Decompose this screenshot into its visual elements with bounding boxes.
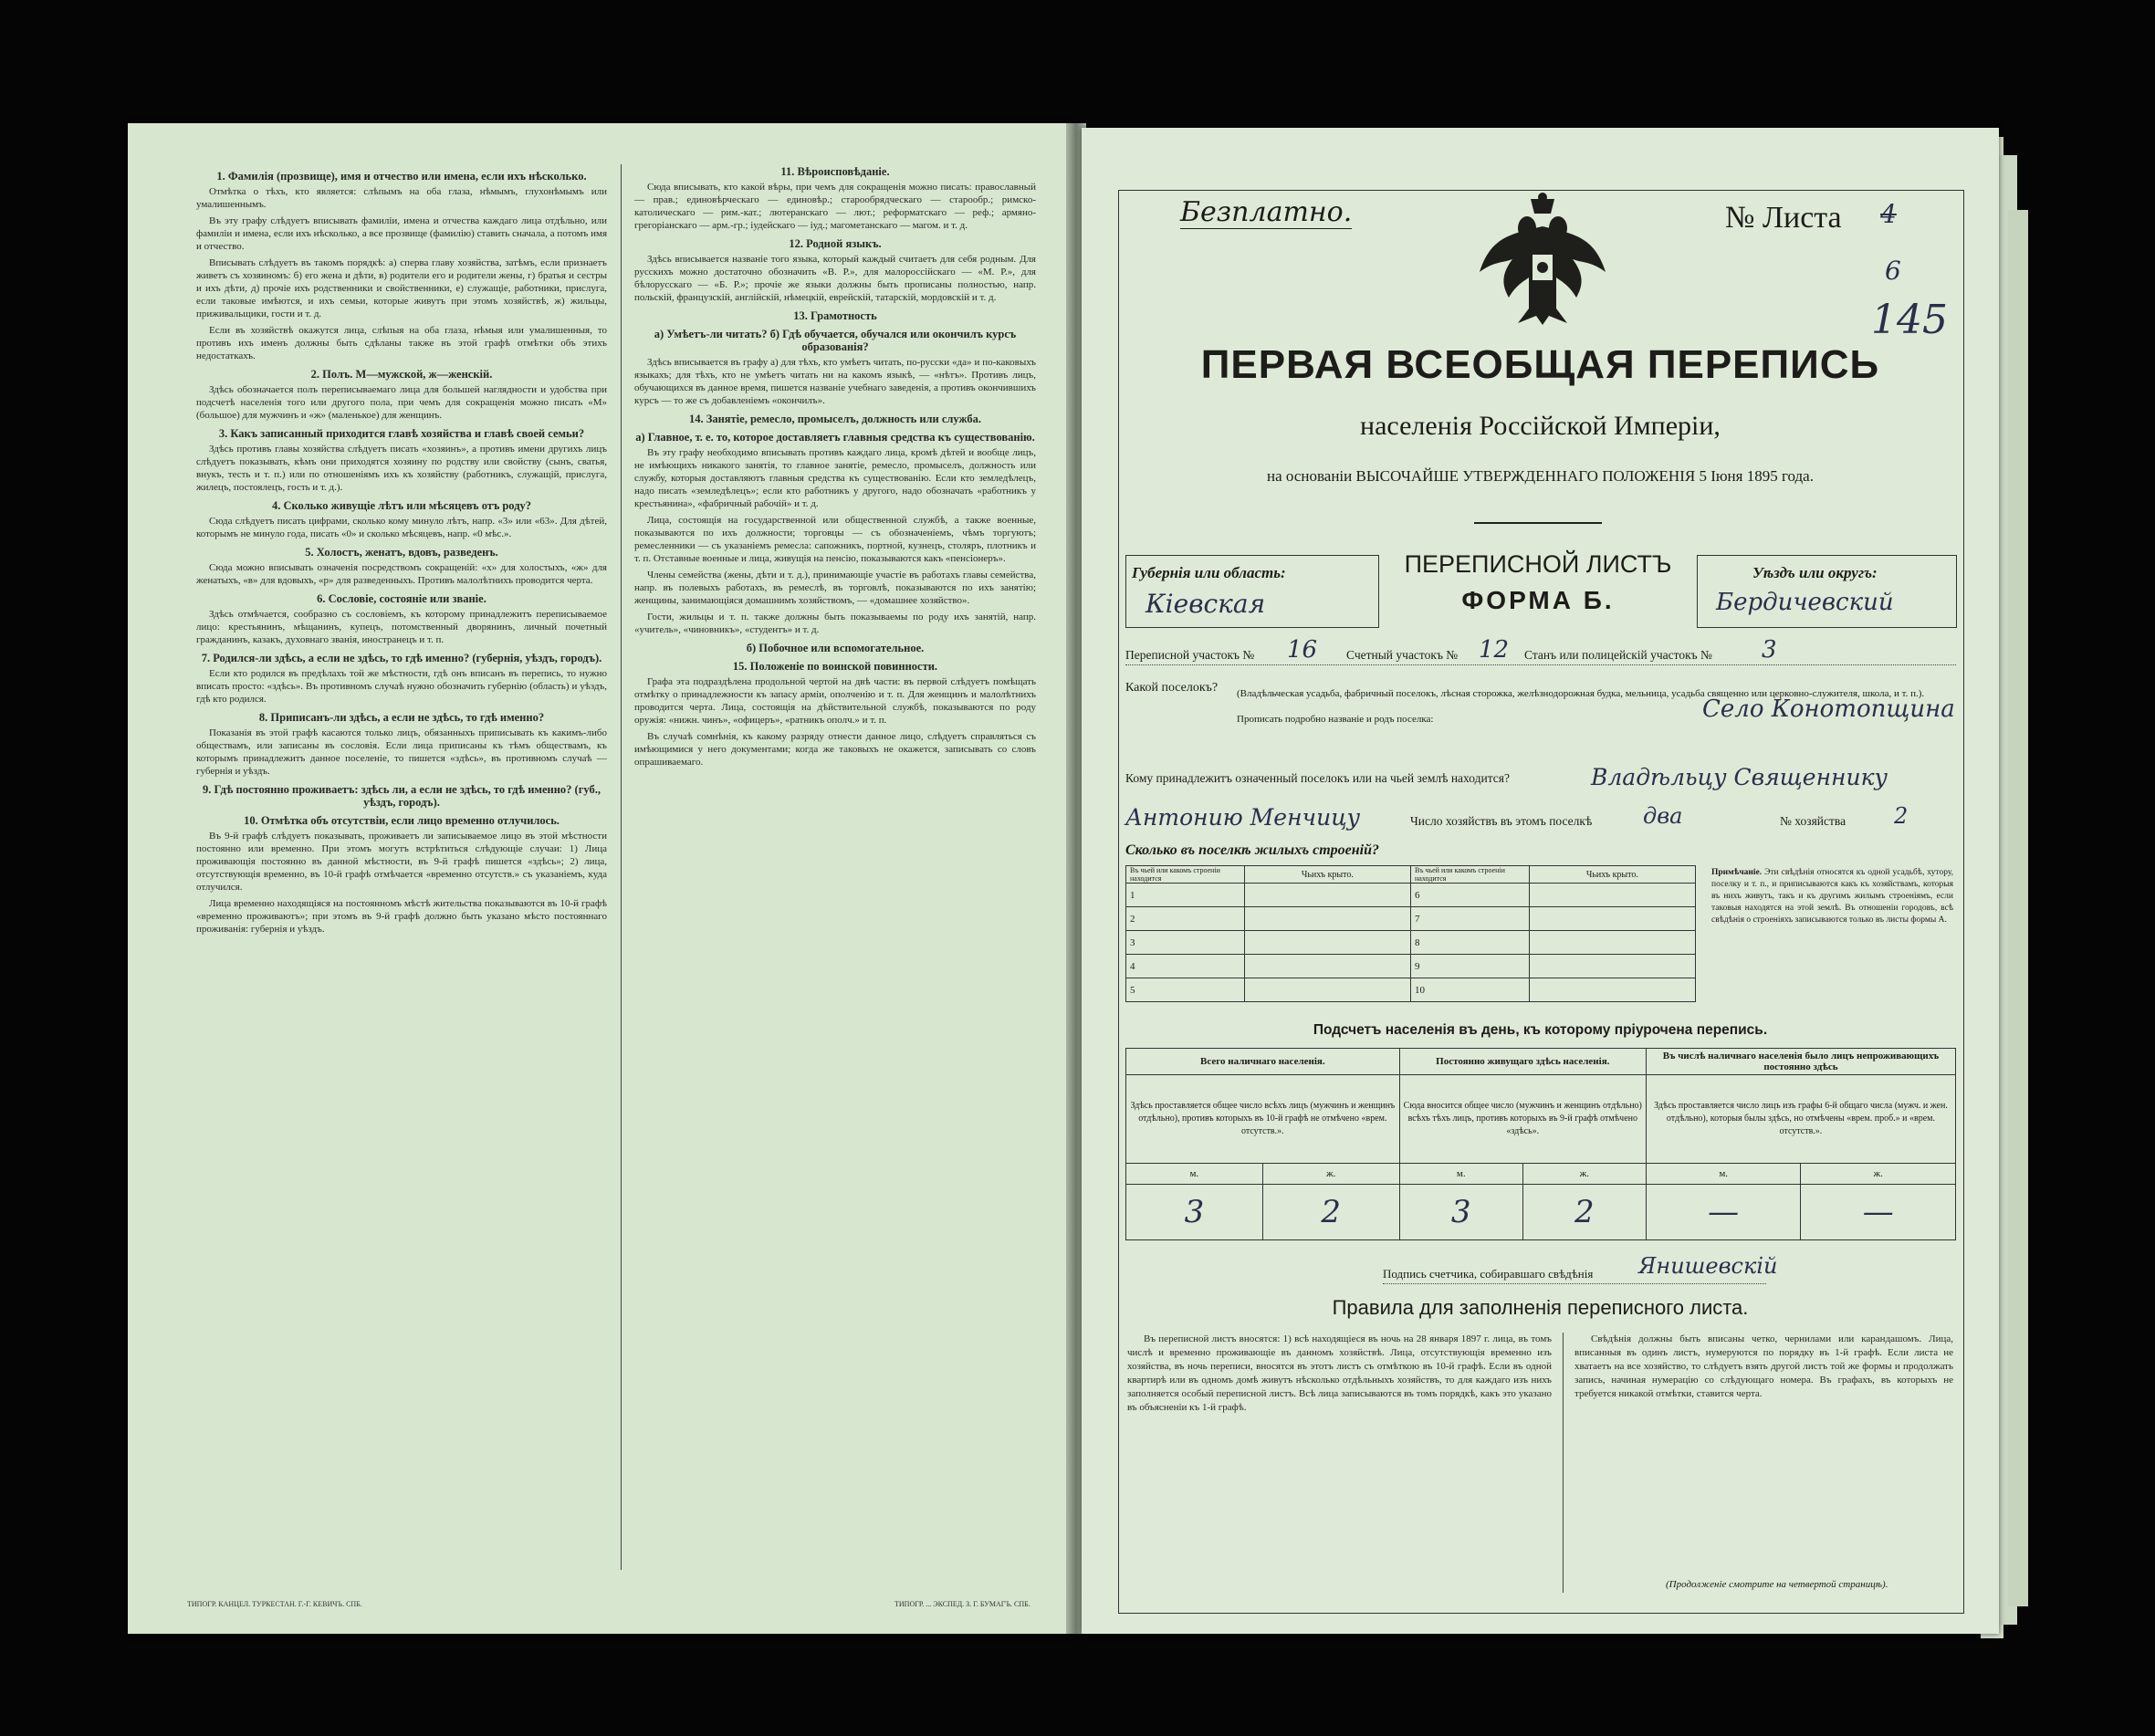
sex-label: ж. (1522, 1164, 1646, 1185)
instruction-paragraph: Отмѣтка о тѣхъ, кто является: слѣпымъ на оба глаза, нѣмымъ, глухонѣмымъ или умалишеннымъ. (196, 186, 607, 210)
building-number: 2 (1126, 907, 1245, 931)
signature-label: Подпись счетчика, собиравшаго свѣдѣнія (1383, 1267, 1594, 1281)
buildings-table (1125, 865, 1696, 1002)
instruction-heading: 7. Родился-ли здѣсь, а если не здѣсь, то гдѣ именно? (губернія, уѣздъ, городъ). (201, 652, 602, 664)
instruction-heading: 8. Приписанъ-ли здѣсь, а если не здѣсь, то гдѣ именно? (258, 711, 545, 724)
stacked-page-edge (2008, 210, 2028, 1606)
count-title: Подсчетъ населенія въ день, къ которому пріурочена перепись. (1313, 1022, 1768, 1038)
signature-line (1383, 1283, 1766, 1284)
instruction-heading: 10. Отмѣтка объ отсутствіи, если лицо временно отлучилось. (244, 814, 560, 827)
count-column-head: Всего наличнаго населенія. (1126, 1049, 1400, 1075)
schetny-label: Счетный участокъ № (1346, 648, 1459, 662)
instruction-heading: 12. Родной языкъ. (789, 237, 882, 250)
building-number: 9 (1410, 955, 1529, 978)
signature-value: Янишевскій (1638, 1253, 1778, 1279)
building-cell (1244, 907, 1410, 931)
printer-footer-right: ТИПОГР. ... ЭКСПЕД. З. Г. БУМАГЪ. СПБ. (894, 1600, 1030, 1608)
instruction-heading: 11. Вѣроисповѣданіе. (780, 165, 890, 178)
instruction-heading: 15. Положеніе по воинской повинности. (732, 660, 938, 673)
settlement-value: Село Конотопщина (1702, 695, 1955, 723)
instruction-paragraph: Члены семейства (жены, дѣти и т. д.), принимающіе участіе въ работахъ главы семейства, напр. въ полевыхъ работахъ, въ ремеслѣ, въ торговлѣ, показываются по ихъ занятію; женщины, занимающіяся домашнимъ хозяйствомъ, — «домашнее хозяйство». (634, 570, 1036, 606)
building-number: 3 (1126, 931, 1245, 955)
instruction-paragraph: Въ случаѣ сомнѣнія, къ какому разряду отнести данное лицо, слѣдуетъ справляться съ имѣющимися у него документами; когда же таковыхъ не окажется, записывать со словъ опрашиваемаго. (634, 731, 1036, 768)
left-page-instructions (128, 123, 1072, 1634)
instruction-heading: 13. Грамотность (793, 309, 877, 322)
uezd-value: Бердичевский (1716, 589, 1894, 616)
count-column-text: Здѣсь проставляется общее число всѣхъ лицъ (мужчинъ и женщинъ отдѣльно), противъ которыхъ въ 10-й графѣ не отмѣчено «врем. отсутств.». (1126, 1075, 1400, 1164)
instruction-heading: 6. Сословіе, состояніе или званіе. (317, 592, 486, 605)
continued-note: (Продолженіе смотрите на четвертой страницѣ). (1666, 1579, 1888, 1590)
building-cell (1529, 931, 1695, 955)
instruction-paragraph: Вписывать слѣдуетъ въ такомъ порядкѣ: а) сперва главу хозяйства, затѣмъ, если признаетъ живетъ съ хозяиномъ: б) его жена и дѣти, в) родители его и родители жены, г) братья и сестры и ихъ дѣти, д) прочіе ихъ родственники и свойственники, е) служащіе, работники, прислуга, если таковые имѣются, и ихъ семьи, которые живутъ при этомъ хозяйствѣ, ж) жильцы, приживальщики, гости и т. д. (196, 257, 607, 319)
buildings-row (1126, 931, 1696, 955)
note-title: Примѣчаніе. (1711, 868, 1763, 877)
right-page-census-form (1082, 128, 1999, 1634)
column-divider (621, 164, 622, 1570)
sheet-number-label: № Листа (1725, 201, 1842, 235)
buildings-row (1126, 907, 1696, 931)
sex-label: м. (1399, 1164, 1522, 1185)
gubernia-label: Губернія или область: (1132, 564, 1286, 581)
count-value: 3 (1126, 1185, 1263, 1240)
instruction-paragraph: Здѣсь обозначается полъ переписываемаго лица для большей наглядности и удобства при подсчетѣ населенія того или другого пола, при чемъ для сокращенія можно писать «М» (большое) для мужчинъ и «ж» (маленькое) для женщинъ. (196, 384, 607, 421)
count-column-text: Здѣсь проставляется число лицъ изъ графы 6-й общаго числа (мужч. и жен. отдѣльно), которыя былы здѣсь, но отмѣчены «врем. проб.» и «врем. отсутств.». (1646, 1075, 1955, 1164)
imperial-eagle-emblem (1474, 190, 1611, 327)
building-cell (1244, 978, 1410, 1002)
stan-label: Станъ или полицейскій участокъ № (1524, 648, 1712, 662)
instruction-heading: а) Главное, т. е. то, которое доставляетъ главныя средства къ существованію. (635, 431, 1035, 444)
instruction-paragraph: Если въ хозяйствѣ окажутся лица, слѣпыя на оба глаза, нѣмыя или умалишенныя, то противъ ихъ именъ должны быть сдѣланы также въ этой графѣ отмѣтки объ этихъ недостаткахъ. (196, 325, 607, 361)
settlement-hint: (Владѣльческая усадьба, фабричный поселокъ, лѣсная сторожка, желѣзнодорожная будка, мельница, усадьба священно или церковно-служителя, школа, и т. п.). Прописать подробно названіе и родъ поселка: (1237, 688, 1925, 725)
building-cell (1244, 884, 1410, 907)
buildings-row (1126, 884, 1696, 907)
sex-label: ж. (1262, 1164, 1399, 1185)
owner-label: Кому принадлежитъ означенный поселокъ или на чьей землѣ находится? (1125, 771, 1510, 785)
sex-label: м. (1646, 1164, 1801, 1185)
uezd-label: Уѣздъ или округъ: (1752, 564, 1878, 581)
instruction-paragraph: Здѣсь вписывается въ графу а) для тѣхъ, кто умѣетъ читать, по-русски «да» и по-каковыхъ языкахъ; для тѣхъ, кто не умѣетъ читать ни на какомъ языкѣ, — «нѣтъ». Противъ лицъ, обучающихся въ данное время, пишется названіе учебнаго заведенія, а противъ окончившихъ курсъ — то же съ добавленіемъ «окончилъ». (634, 357, 1036, 406)
form-title: ПЕРЕПИСНОЙ ЛИСТЪ (1404, 550, 1672, 578)
buildings-row (1126, 955, 1696, 978)
instruction-heading: 3. Какъ записанный приходится главѣ хозяйства и главѣ своей семьи? (218, 427, 585, 440)
count-value: 2 (1522, 1185, 1646, 1240)
instruction-paragraph: Гости, жильцы и т. п. также должны быть показываемы по роду ихъ занятій, напр. «учитель», «чиновникъ», «студентъ» и т. д. (634, 612, 1036, 635)
sheet-number-value-2: 6 (1885, 256, 1901, 286)
instruction-paragraph: Если кто родился въ предѣлахъ той же мѣстности, гдѣ онъ вписанъ въ перепись, то нужно вписать просто: «здѣсь». Въ противномъ случаѣ нужно обозначить губернію (область) и уѣздъ, гдѣ кто родился. (196, 668, 607, 705)
instruction-paragraph: Въ эту графу слѣдуетъ вписывать фамиліи, имена и отчества каждаго лица отдѣльно, или фамиліи и имена, если ихъ нѣсколько, а все прозвище (фамилію) ставить сначала, а потомъ имя и отчество. (196, 215, 607, 252)
rules-title: Правила для заполненія переписного листа. (1332, 1296, 1749, 1319)
building-cell (1529, 907, 1695, 931)
count-value: — (1646, 1185, 1801, 1240)
stan-value: 3 (1762, 636, 1777, 664)
building-number: 8 (1410, 931, 1529, 955)
owner-value: Владѣльцу Священнику Антонию Менчицу (1125, 764, 1888, 831)
instruction-heading: 2. Полъ. М—мужской, ж—женскій. (310, 368, 493, 381)
instruction-heading: 9. Гдѣ постоянно проживаетъ: здѣсь ли, а если не здѣсь, то гдѣ именно? (губ., уѣздъ, городъ). (203, 783, 601, 809)
instructions-column-2 (634, 160, 1036, 1579)
census-title: ПЕРВАЯ ВСЕОБЩАЯ ПЕРЕПИСЬ (1200, 342, 1880, 387)
perepisnoy-value: 16 (1287, 636, 1318, 664)
instruction-paragraph: Здѣсь противъ главы хозяйства слѣдуетъ писать «хозяинъ», а противъ имени другихъ лицъ слѣдуетъ показывать, кѣмъ они приходятся хозяину по родству или свойству (сынъ, сватья, внукъ, тесть и т. п.) или по отношеніямъ ихъ къ хозяйству (работникъ, служащій, прислуга, жилецъ, постоялецъ, гость и т. д.). (196, 444, 607, 493)
sex-label: ж. (1801, 1164, 1956, 1185)
instruction-paragraph: Здѣсь вписывается названіе того языка, который каждый считаетъ для себя родным. Для русскихъ можно достаточно обозначить «В. Р.», для малороссійскаго — «М. Р.», для бѣлорусскаго — «Б. Р.»; прочіе же языки должны быть прописаны полностью, напр. польскій, французскій, англійскій, нѣмецкій, еврейскій, татарскій, мордовскій и т. д. (634, 254, 1036, 303)
instruction-paragraph: Лица временно находящіяся на постоянномъ мѣстѣ жительства показываются въ 10-й графѣ «временно проживаютъ»; при этомъ въ 9-й графѣ должно быть указано мѣсто постояннаго проживанія: губернія и уѣздъ. (196, 898, 607, 935)
instruction-heading: б) Побочное или вспомогательное. (746, 642, 925, 654)
instruction-paragraph: Сюда можно вписывать означенія посредствомъ сокращеній: «х» для холостыхъ, «ж» для женатыхъ, «в» для вдовыхъ, «р» для разведенныхъ. Противъ малолѣтнихъ проводится черта. (196, 562, 607, 586)
building-cell (1529, 884, 1695, 907)
buildings-label: Сколько въ поселкѣ жилыхъ строеній? (1125, 842, 1379, 858)
note-text: Эти свѣдѣнія относятся къ одной усадьбѣ, хутору, поселку и т. п., и приписываются какъ къ хозяйствамъ, которыя въ нихъ живутъ, такъ и къ другимъ жилымъ строеніямъ, если таковыя находятся на этой землѣ. Въ отношеніи городовъ, всѣ свѣдѣнія о строеніяхъ записываются только въ листы формы А. (1711, 868, 1954, 925)
instruction-heading: 1. Фамилія (прозвище), имя и отчество или имена, если ихъ нѣсколько. (216, 170, 587, 183)
buildings-head-1: Въ чьей или какомъ строеніи находится (1126, 866, 1245, 884)
buildings-note (1711, 867, 1953, 926)
buildings-head-2: Чьихъ крыто. (1244, 866, 1410, 884)
instruction-heading: 4. Сколько живущіе лѣтъ или мѣсяцевъ отъ роду? (271, 499, 532, 512)
census-subtitle: населенія Россійской Имперіи, (1360, 411, 1721, 441)
household-number-value: 2 (1894, 803, 1909, 829)
instruction-paragraph: Сюда вписывать, кто какой вѣры, при чемъ для сокращенія можно писать: православный — прав.; единовѣрческаго — единовѣр.; старообрядческаго — старообр.; римско-католическаго — рим.-кат.; лютеранскаго — лют.; реформатскаго — реф.; армяно-грегоріанскаго — арм.-гр.; іудейскаго — іуд.; магометанскаго — магом. и т. д. (634, 182, 1036, 231)
rules-right-column: Свѣдѣнія должны быть вписаны четко, чернилами или карандашомъ. Лица, вписанныя въ одинъ листъ, нумеруются по порядку въ 1-й графѣ. Если листа не хватаетъ на все хозяйство, то слѣдуетъ взять другой листъ той же формы и продолжать запись, начиная нумерацію со слѣдующаго номера. Въ графахъ, въ которыхъ не требуется никакой отмѣтки, ставится черта. (1574, 1333, 1953, 1399)
instruction-paragraph: Лица, состоящія на государственной или общественной службѣ, а также военные, показываются по ихъ должности; торговцы — съ обозначеніемъ, чѣмъ торгуютъ; ремесленники — съ указаніемъ ремесла: сапожникъ, портной, кузнецъ, столяръ, плотникъ и т. п. Отставные военные и лица, живущія на пенсію, показываются какъ «пенсіонеръ». (634, 515, 1036, 564)
instruction-heading: а) Умѣетъ-ли читать? б) Гдѣ обучается, обучался или окончилъ курсъ образованія? (654, 328, 1017, 353)
gubernia-value: Кіевская (1145, 589, 1266, 619)
title-rule (1474, 522, 1602, 524)
rules-divider (1563, 1333, 1564, 1593)
buildings-row (1126, 978, 1696, 1002)
instruction-paragraph: Сюда слѣдуетъ писать цифрами, сколько кому минуло лѣтъ, напр. «3» или «63». Для дѣтей, которымъ не минуло года, писать «0» и сколько мѣсяцевъ, напр. «0 мѣс.». (196, 516, 607, 539)
count-value: 3 (1399, 1185, 1522, 1240)
printer-footer-left: ТИПОГР. КАНЦЕЛ. ТУРКЕСТАН. Г.-Г. КЕВИЧЪ. СПБ. (187, 1600, 362, 1608)
population-count-table (1125, 1048, 1956, 1240)
households-value: два (1643, 803, 1683, 829)
building-cell (1529, 955, 1695, 978)
count-column-head: Постоянно живущаго здѣсь населенія. (1399, 1049, 1646, 1075)
instruction-heading: 5. Холостъ, женатъ, вдовъ, разведенъ. (305, 546, 498, 559)
count-value: — (1801, 1185, 1956, 1240)
instruction-paragraph: Здѣсь отмѣчается, сообразно съ сословіемъ, къ которому принадлежитъ переписываемое лицо: крестьянинъ, мѣщанинъ, купецъ, потомственный дворянинъ, личный почетный гражданинъ, казакъ, духовнаго званія, иностранецъ и т. п. (196, 609, 607, 645)
instruction-heading: 14. Занятіе, ремесло, промыселъ, должность или служба. (688, 413, 982, 425)
building-cell (1244, 931, 1410, 955)
instruction-paragraph: Показанія въ этой графѣ касаются только лицъ, обязанныхъ приписывать къ какимъ-либо обществамъ, или записаны въ сословія. Если лица приписаны къ тѣмъ обществамъ, къ которымъ принадлежитъ данное поселеніе, то пишется «здѣсь», въ противномъ случаѣ — губернія и уѣздъ. (196, 727, 607, 777)
instructions-column-1 (196, 164, 607, 1579)
district-row-line (1125, 664, 1956, 665)
buildings-head-4: Чьихъ крыто. (1529, 866, 1695, 884)
building-number: 7 (1410, 907, 1529, 931)
building-number: 5 (1126, 978, 1245, 1002)
sex-label: м. (1126, 1164, 1263, 1185)
sheet-number-value-1: 4 (1880, 199, 1897, 229)
building-cell (1244, 955, 1410, 978)
count-column-head: Въ числѣ наличнаго населенія было лицъ непроживающихъ постоянно здѣсь (1646, 1049, 1955, 1075)
buildings-head-3: Въ чьей или какомъ строеніи находится (1410, 866, 1529, 884)
instruction-paragraph: Въ 9-й графѣ слѣдуетъ показывать, проживаетъ ли записываемое лицо въ этой мѣстности постоянно или временно. При этомъ могутъ встрѣтиться слѣдующіе случаи: 1) Лица проживающія постоянно въ данной мѣстности, въ 9-й графѣ пишется «здѣсь»; 2) лица, отсутствующія временно, въ 10-й графѣ отмѣчается «временно отсутств.» съ указаніемъ, куда отлучился. (196, 831, 607, 893)
schetny-value: 12 (1479, 636, 1510, 664)
instruction-paragraph: Въ эту графу необходимо вписывать противъ каждаго лица, кромѣ дѣтей и вообще лицъ, не имѣющихъ никакого занятія, то главное занятіе, ремесло, промыселъ, должность или службу, которыя доставляютъ главныя средства къ существованію. Если кто земледѣлецъ, надо писать «земледѣлецъ»; если кто работникъ у другого, надо обозначать «работникъ у крестьянина», «фабричный рабочій» и т. д. (634, 447, 1036, 509)
households-label: Число хозяйствъ въ этомъ поселкѣ (1410, 814, 1593, 828)
building-number: 1 (1126, 884, 1245, 907)
free-label: Безплатно. (1180, 196, 1353, 228)
census-legal-basis: на основаніи ВЫСОЧАЙШЕ УТВЕРЖДЕННАГО ПОЛОЖЕНІЯ 5 Іюня 1895 года. (1267, 467, 1814, 485)
building-number: 4 (1126, 955, 1245, 978)
household-number-label: № хозяйства (1780, 814, 1846, 828)
count-value: 2 (1262, 1185, 1399, 1240)
instruction-paragraph: Графа эта подраздѣлена продольной чертой на двѣ части: въ первой слѣдуетъ помѣщать отмѣтку о принадлежности къ запасу арміи, ополченію и т. п. Для женщинъ и малолѣтнихъ проводится черта. Лица, состоящія на дѣйствительной службѣ, показываются по роду оружія: «нижн. чинъ», «офицеръ», «ратникъ ополч.» и т. п. (634, 676, 1036, 726)
perepisnoy-label: Переписной участокъ № (1125, 648, 1255, 662)
building-number: 6 (1410, 884, 1529, 907)
building-cell (1529, 978, 1695, 1002)
form-number: ФОРМА Б. (1461, 586, 1615, 614)
settlement-label: Какой поселокъ? (1125, 681, 1219, 695)
rules-left-column: Въ переписной листъ вносятся: 1) всѣ находящіеся въ ночь на 28 января 1897 г. лица, въ томъ числѣ и временно проживающіе въ данномъ хозяйствѣ. Лица, отсутствующія временно изъ хозяйства, въ ночь переписи, вносятся въ этотъ листъ съ отмѣткою въ 10-й графѣ. Если въ одной квартирѣ или въ одномъ домѣ живутъ нѣсколько отдѣльныхъ хозяйствъ, то для каждаго изъ нихъ заполняется особый переписной листъ. Всѣ лица записываются въ томъ порядкѣ, какъ это указано въ объясненіи къ 1-й графѣ. (1127, 1333, 1552, 1413)
sheet-number-value-3: 145 (1871, 297, 1948, 343)
count-column-text: Сюда вносится общее число (мужчинъ и женщинъ отдѣльно) всѣхъ тѣхъ лицъ, противъ которыхъ въ 9-й графѣ отмѣчено «здѣсь». (1399, 1075, 1646, 1164)
building-number: 10 (1410, 978, 1529, 1002)
